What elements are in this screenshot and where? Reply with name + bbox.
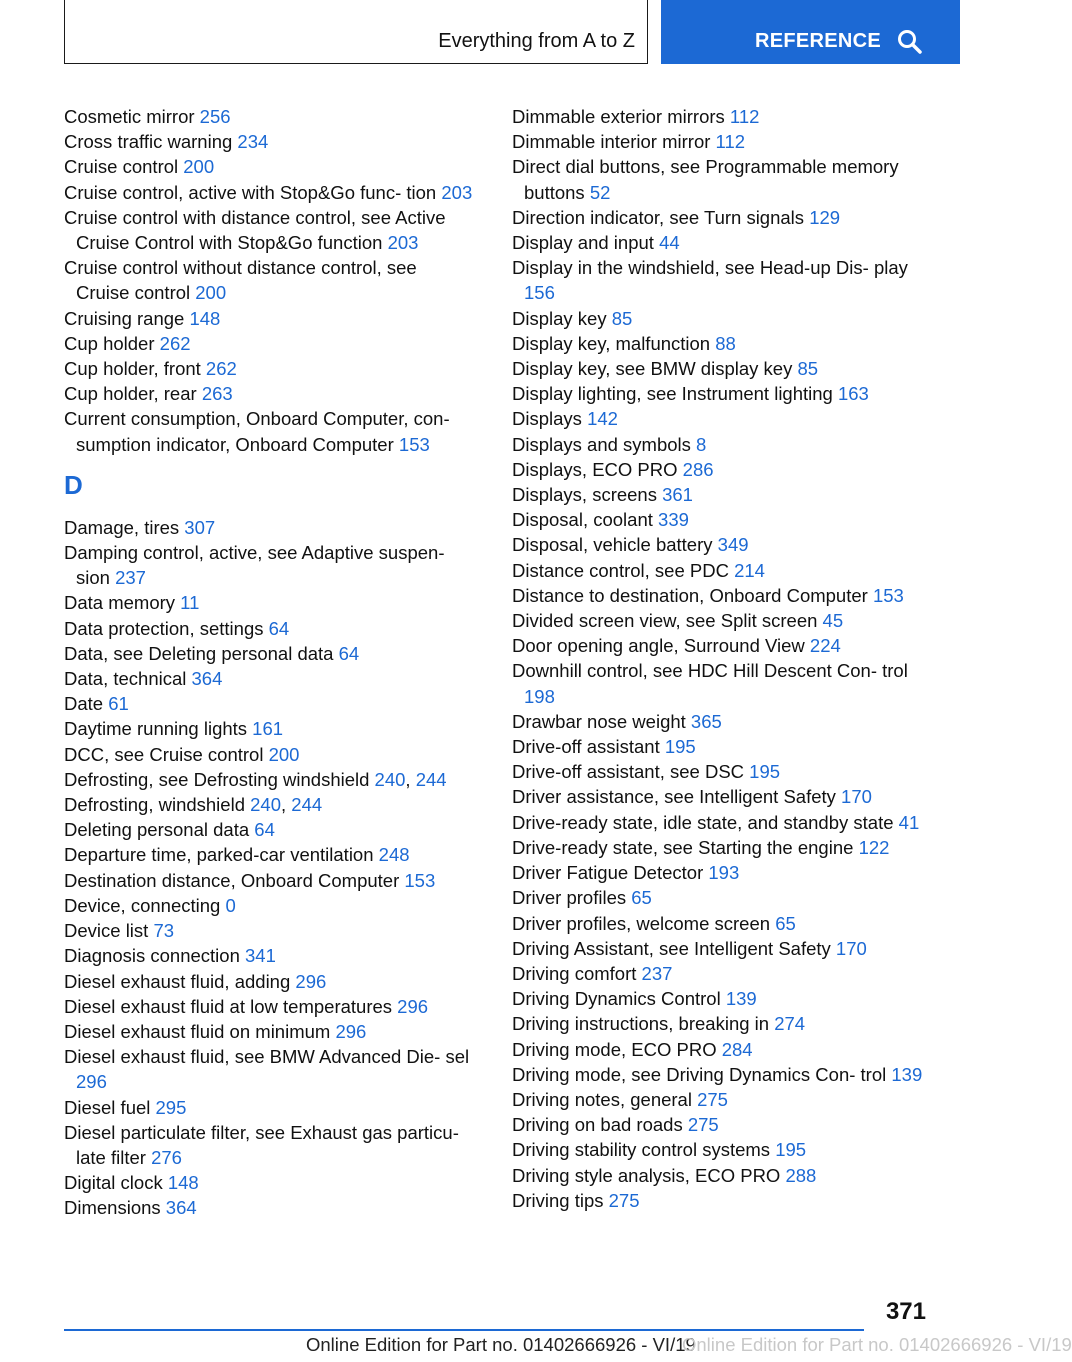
page-link[interactable]: 153: [404, 869, 436, 891]
page-link[interactable]: 170: [841, 786, 872, 808]
index-entry: [512, 835, 932, 860]
index-entry-text: Cruise control, active with Stop&Go func‐ tion: [64, 181, 442, 203]
index-entry: [512, 860, 932, 885]
index-entry-text: Driving tips: [512, 1189, 609, 1211]
page-link[interactable]: 163: [837, 383, 869, 405]
index-entry-text: Displays: [512, 408, 588, 430]
page-link[interactable]: 153: [872, 584, 904, 606]
index-entry: [512, 709, 932, 734]
index-entry: [64, 716, 474, 741]
index-entry: [64, 1044, 474, 1094]
index-entry-text: Cruising range: [64, 307, 190, 329]
page-link[interactable]: 284: [721, 1038, 753, 1060]
page-link[interactable]: 73: [153, 920, 175, 942]
index-entry-text: Driving mode, ECO PRO: [512, 1038, 722, 1060]
page-link[interactable]: 139: [891, 1063, 923, 1085]
index-entry: [512, 381, 932, 406]
index-entry-text: Date: [64, 693, 109, 715]
index-entry-text: Divided screen view, see Split screen: [512, 610, 823, 632]
index-entry: [64, 994, 474, 1019]
page-link[interactable]: 339: [658, 509, 689, 531]
page-link[interactable]: 156: [524, 282, 555, 304]
index-entry-text: Device, connecting: [64, 894, 226, 916]
page-link[interactable]: 88: [715, 332, 736, 354]
index-entry-text: Direction indicator, see Turn signals: [512, 206, 810, 228]
page-link[interactable]: 198: [524, 685, 555, 707]
index-entry: [64, 641, 474, 666]
index-entry: [512, 432, 932, 457]
index-entry-text: Displays, ECO PRO: [512, 458, 683, 480]
index-entry: [512, 961, 932, 986]
page-link[interactable]: 244: [291, 794, 323, 816]
page-link[interactable]: 193: [708, 862, 740, 884]
index-entry-text: Dimensions: [64, 1197, 166, 1219]
index-entry: [512, 1112, 932, 1137]
index-entry: [64, 868, 474, 893]
index-entry: [512, 230, 932, 255]
index-entry: [512, 1011, 932, 1036]
page-link[interactable]: 341: [245, 945, 276, 967]
index-entry-text: Distance control, see PDC: [512, 559, 735, 581]
footer-watermark: Online Edition for Part no. 01402666926 - VI/19: [682, 1334, 1072, 1355]
index-entry: [512, 1188, 932, 1213]
index-entry: [512, 885, 932, 910]
section-title: Everything from A to Z: [438, 30, 635, 52]
page-link[interactable]: 262: [205, 358, 237, 380]
index-entry-text: Driving stability control systems: [512, 1139, 776, 1161]
index-entry-text: Departure time, parked-car ventilation: [64, 844, 379, 866]
footer-edition: Online Edition for Part no. 01402666926 - VI/19: [306, 1334, 696, 1355]
page-link[interactable]: 122: [858, 836, 890, 858]
page-link[interactable]: 41: [898, 811, 920, 833]
page-link[interactable]: 263: [201, 383, 233, 405]
index-entry-text: Digital clock: [64, 1172, 168, 1194]
index-entry-text: Driver profiles, welcome screen: [512, 912, 776, 934]
index-entry: [512, 633, 932, 658]
page-link[interactable]: 274: [774, 1013, 806, 1035]
index-entry: [64, 767, 474, 792]
index-entry-text: Cup holder, rear: [64, 383, 202, 405]
index-entry-text: Drawbar nose weight: [512, 710, 691, 732]
index-entry: [64, 180, 474, 205]
index-entry-text: Disposal, vehicle battery: [512, 534, 718, 556]
index-entry-text: Diesel particulate filter, see Exhaust gas particu‐ late filter: [64, 1121, 459, 1168]
index-entry: [64, 331, 474, 356]
index-entry-text: Display key: [512, 307, 612, 329]
index-entry-text: Driving comfort: [512, 962, 642, 984]
index-entry-text: Diesel fuel: [64, 1096, 156, 1118]
index-entry-text: Defrosting, see Defrosting windshield: [64, 768, 375, 790]
index-entry: [512, 1062, 932, 1087]
index-entry-text: Drive-off assistant, see DSC: [512, 761, 750, 783]
page-link[interactable]: 286: [682, 458, 714, 480]
index-entry-text: Driving mode, see Driving Dynamics Con‐ trol: [512, 1063, 892, 1085]
index-entry: [64, 381, 474, 406]
index-entry: [512, 356, 932, 381]
index-entry: [512, 583, 932, 608]
page-link[interactable]: 364: [191, 668, 223, 690]
page-link[interactable]: 307: [184, 516, 216, 538]
page-link[interactable]: 64: [338, 642, 360, 664]
page-link[interactable]: 240: [374, 768, 406, 790]
page-link[interactable]: 85: [797, 358, 819, 380]
index-entry-text: Diesel exhaust fluid, see BMW Advanced Die‐ sel: [64, 1046, 470, 1068]
index-entry: [64, 406, 474, 456]
index-entry-text: Diesel exhaust fluid on minimum: [64, 1020, 336, 1042]
index-entry-text: Damage, tires: [64, 516, 185, 538]
index-entry: [64, 306, 474, 331]
page-separator: ,: [405, 768, 416, 790]
index-entry-text: Cross traffic warning: [64, 131, 238, 153]
page-link[interactable]: 112: [715, 131, 746, 153]
index-entry-text: Dimmable interior mirror: [512, 131, 716, 153]
index-entry: [512, 986, 932, 1011]
index-entry: [64, 918, 474, 943]
index-letter-d: D: [64, 469, 83, 500]
index-entry-text: Cruise control: [64, 156, 184, 178]
page-link[interactable]: 224: [809, 635, 841, 657]
index-entry-text: Cup holder, front: [64, 358, 206, 380]
index-entry: [64, 1120, 474, 1170]
index-entry: [512, 1037, 932, 1062]
reference-tab[interactable]: [661, 0, 960, 64]
index-entry: [64, 817, 474, 842]
page-link[interactable]: 234: [237, 131, 269, 153]
page-link[interactable]: 365: [690, 710, 722, 732]
page-link[interactable]: 296: [295, 970, 327, 992]
index-entry: [64, 893, 474, 918]
index-entry-text: Display key, malfunction: [512, 332, 716, 354]
index-entry: [512, 129, 932, 154]
index-entry-text: Daytime running lights: [64, 718, 253, 740]
index-entry: [512, 558, 932, 583]
index-entry: [64, 943, 474, 968]
page-link[interactable]: 275: [697, 1088, 728, 1110]
index-entry: [512, 759, 932, 784]
index-entry: [512, 532, 932, 557]
index-entry: [64, 205, 474, 255]
index-entry-text: Drive-ready state, see Starting the engine: [512, 836, 859, 858]
page-link[interactable]: 214: [734, 559, 765, 581]
index-entry-text: Driver profiles: [512, 887, 632, 909]
page-link[interactable]: 8: [696, 433, 707, 455]
page-link[interactable]: 65: [775, 912, 796, 934]
page-link[interactable]: 275: [608, 1189, 640, 1211]
page-link[interactable]: 295: [155, 1096, 187, 1118]
page-link[interactable]: 139: [725, 988, 757, 1010]
index-entry: [512, 1137, 932, 1162]
index-entry-text: Display and input: [512, 232, 660, 254]
page-link[interactable]: 244: [415, 768, 447, 790]
index-entry-text: Direct dial buttons, see Programmable memory buttons: [512, 156, 899, 203]
index-entry-text: Displays and symbols: [512, 433, 697, 455]
index-entry-text: Displays, screens: [512, 484, 663, 506]
page-link[interactable]: 237: [641, 962, 673, 984]
page-link[interactable]: 64: [254, 819, 275, 841]
page-link[interactable]: 61: [108, 693, 129, 715]
page-link[interactable]: 296: [335, 1020, 367, 1042]
page-link[interactable]: 200: [183, 156, 215, 178]
index-entry-text: Deleting personal data: [64, 819, 255, 841]
page-link[interactable]: 129: [809, 206, 841, 228]
page-link[interactable]: 148: [189, 307, 221, 329]
index-entry: [64, 590, 474, 615]
index-entry-text: Driving notes, general: [512, 1088, 698, 1110]
index-entry: [512, 734, 932, 759]
index-entry: [512, 1163, 932, 1188]
index-entry-text: Downhill control, see HDC Hill Descent Con‐ trol: [512, 660, 908, 682]
index-entry: [64, 969, 474, 994]
page-link[interactable]: 275: [687, 1114, 719, 1136]
page-link[interactable]: 148: [167, 1172, 199, 1194]
reference-label: REFERENCE: [755, 30, 882, 52]
index-entry: [512, 608, 932, 633]
index-entry: [64, 742, 474, 767]
index-entry: [512, 457, 932, 482]
index-entry-text: Data, see Deleting personal data: [64, 642, 339, 664]
index-entry: [64, 104, 474, 129]
index-entry-text: Driving style analysis, ECO PRO: [512, 1164, 786, 1186]
index-column-right: [512, 104, 932, 1213]
index-entry: [512, 306, 932, 331]
index-entry-text: Drive-off assistant: [512, 736, 665, 758]
index-entry: [64, 540, 474, 590]
page-link[interactable]: 0: [225, 894, 236, 916]
index-entry-text: Damping control, active, see Adaptive suspen‐ sion: [64, 542, 445, 589]
page-link[interactable]: 200: [195, 282, 227, 304]
index-entry-text: Data, technical: [64, 668, 192, 690]
index-column-left: [64, 104, 474, 1221]
page-number: 371: [885, 1298, 926, 1325]
index-entry: [512, 810, 932, 835]
page-link[interactable]: 65: [631, 887, 652, 909]
index-entry: [64, 666, 474, 691]
index-entry: [512, 658, 932, 708]
index-entry: [64, 691, 474, 716]
index-entry-text: Cup holder: [64, 332, 160, 354]
index-entry-text: Destination distance, Onboard Computer: [64, 869, 405, 891]
page-link[interactable]: 11: [180, 592, 200, 614]
index-entry: [512, 406, 932, 431]
index-entry: [512, 482, 932, 507]
index-entry-text: Door opening angle, Surround View: [512, 635, 810, 657]
index-entry-text: Cosmetic mirror: [64, 106, 200, 127]
index-entry-text: Driving instructions, breaking in: [512, 1013, 775, 1035]
index-entry: [64, 1170, 474, 1195]
index-entry-text: Disposal, coolant: [512, 509, 659, 531]
page-link[interactable]: 170: [835, 937, 867, 959]
page-link[interactable]: 240: [250, 794, 281, 816]
index-entry-text: Display key, see BMW display key: [512, 358, 798, 380]
page-link[interactable]: 203: [387, 232, 419, 254]
index-entry: [64, 616, 474, 641]
index-entry-text: Cruise control with distance control, see Active Cruise Control with Stop&Go function: [64, 206, 446, 254]
index-entry-text: Current consumption, Onboard Computer, con‐ sumption indicator, Onboard Computer: [64, 408, 450, 455]
index-entry-text: DCC, see Cruise control: [64, 743, 269, 765]
index-entry-text: Data protection, settings: [64, 617, 269, 639]
page-link[interactable]: 195: [749, 761, 781, 783]
index-entry-text: Display lighting, see Instrument lighting: [512, 383, 838, 405]
index-entry-text: Driving on bad roads: [512, 1114, 688, 1136]
index-entry-text: Driver Fatigue Detector: [512, 862, 709, 884]
page-link[interactable]: 361: [662, 484, 693, 506]
index-entry: [512, 154, 932, 204]
page-link[interactable]: 161: [252, 718, 284, 740]
search-icon[interactable]: [897, 29, 923, 60]
index-entry: [512, 255, 932, 305]
index-entry-text: Defrosting, windshield: [64, 794, 251, 816]
index-entry-text: Data memory: [64, 592, 181, 614]
page-link[interactable]: 296: [76, 1071, 107, 1093]
page-link[interactable]: 288: [785, 1164, 817, 1186]
page-link[interactable]: 195: [775, 1139, 807, 1161]
index-entry: [64, 1019, 474, 1044]
page-link[interactable]: 262: [159, 332, 191, 354]
index-entry-text: Diesel exhaust fluid, adding: [64, 970, 296, 992]
index-entry: [64, 792, 474, 817]
page-link[interactable]: 142: [587, 408, 618, 430]
index-group-d-continued: [512, 104, 932, 1213]
page-link[interactable]: 153: [398, 433, 430, 455]
index-entry-text: Driver assistance, see Intelligent Safety: [512, 786, 842, 808]
page-link[interactable]: 203: [441, 181, 473, 203]
index-entry: [64, 1095, 474, 1120]
index-entry: [512, 507, 932, 532]
index-entry: [512, 911, 932, 936]
index-entry-text: Drive-ready state, idle state, and standby state: [512, 811, 899, 833]
page-link[interactable]: 200: [268, 743, 300, 765]
page-link[interactable]: 248: [378, 844, 410, 866]
index-entry-text: Display in the windshield, see Head-up Dis‐ play: [512, 257, 908, 279]
page-link[interactable]: 52: [589, 181, 611, 203]
footer-divider: [64, 1329, 864, 1331]
page-link[interactable]: 349: [717, 534, 749, 556]
index-entry: [64, 842, 474, 867]
index-group-d: [64, 515, 474, 1221]
index-entry: [512, 784, 932, 809]
index-entry: [64, 356, 474, 381]
index-entry: [64, 515, 474, 540]
page-link[interactable]: 195: [664, 736, 696, 758]
page-link[interactable]: 256: [199, 106, 231, 127]
page-link[interactable]: 112: [729, 106, 760, 127]
index-entry: [64, 154, 474, 179]
page-link[interactable]: 364: [165, 1197, 197, 1219]
index-entry: [64, 129, 474, 154]
index-entry: [512, 104, 932, 129]
index-group-c: [64, 104, 474, 457]
page-link[interactable]: 44: [659, 232, 680, 254]
page-link[interactable]: 237: [115, 567, 146, 589]
header-section-box: [64, 0, 648, 64]
page-link[interactable]: 64: [268, 617, 290, 639]
page-link[interactable]: 296: [397, 995, 429, 1017]
index-entry: [512, 205, 932, 230]
index-entry: [64, 255, 474, 305]
index-entry-text: Diagnosis connection: [64, 945, 245, 967]
index-entry-text: Driving Dynamics Control: [512, 988, 726, 1010]
index-entry-text: Driving Assistant, see Intelligent Safety: [512, 937, 836, 959]
index-entry: [512, 1087, 932, 1112]
index-entry-text: Device list: [64, 920, 154, 942]
page-link[interactable]: 45: [822, 610, 844, 632]
index-entry: [64, 1195, 474, 1220]
page-separator: ,: [281, 794, 292, 816]
index-entry-text: Dimmable exterior mirrors: [512, 106, 730, 127]
index-entry-text: Distance to destination, Onboard Computer: [512, 584, 873, 606]
index-entry-text: Diesel exhaust fluid at low temperatures: [64, 995, 398, 1017]
index-entry: [512, 331, 932, 356]
page-link[interactable]: 85: [611, 307, 633, 329]
index-entry: [512, 936, 932, 961]
page-link[interactable]: 276: [151, 1146, 182, 1168]
index-entry-text: Cruise control without distance control, see Cruise control: [64, 257, 417, 304]
